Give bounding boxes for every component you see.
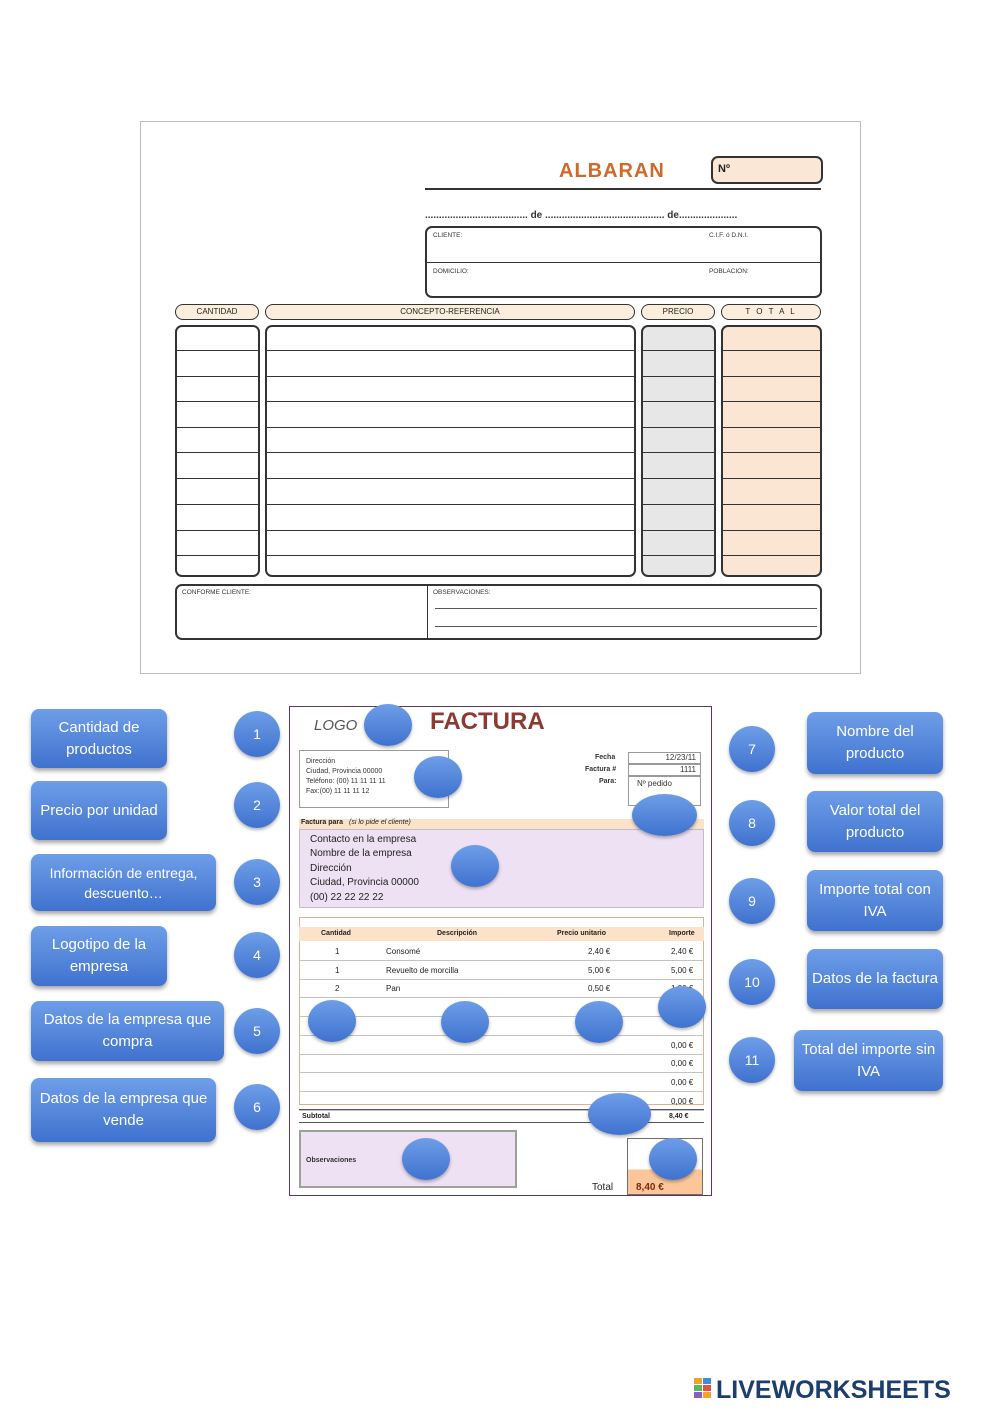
row-cantidad: 1 bbox=[335, 965, 340, 975]
label-importe-total-con-iva[interactable]: Importe total con IVA bbox=[807, 870, 943, 931]
factura-number-label: Factura # bbox=[585, 766, 617, 773]
total-value: 8,40 € bbox=[636, 1182, 664, 1193]
title-rule bbox=[425, 188, 821, 190]
number-10: 10 bbox=[729, 959, 775, 1005]
drop-target-precio[interactable] bbox=[575, 1001, 623, 1043]
number-8: 8 bbox=[729, 800, 775, 846]
albaran-title: ALBARAN bbox=[559, 160, 665, 182]
observaciones-label: OBSERVACIONES: bbox=[433, 589, 491, 596]
fecha-label: Fecha bbox=[595, 754, 616, 761]
bill-to-note: (si lo pide el cliente) bbox=[348, 819, 411, 826]
buyer-line: (00) 22 22 22 22 bbox=[310, 892, 384, 903]
number-7: 7 bbox=[729, 726, 775, 772]
drop-target-total[interactable] bbox=[649, 1138, 697, 1180]
number-5: 5 bbox=[234, 1008, 280, 1054]
table-row bbox=[299, 961, 704, 980]
col-precio bbox=[641, 325, 716, 577]
buyer-line: Nombre de la empresa bbox=[310, 848, 412, 859]
row-cantidad: 2 bbox=[335, 984, 340, 994]
drop-target-cantidad[interactable] bbox=[308, 1000, 356, 1042]
row-precio: 5,00 € bbox=[588, 965, 611, 975]
table-row bbox=[299, 1073, 704, 1092]
date-de-2: de bbox=[667, 210, 679, 221]
label-datos-de-la-factura[interactable]: Datos de la factura bbox=[807, 949, 943, 1009]
brand-name: LIVEWORKSHEETS bbox=[716, 1376, 951, 1404]
fecha-value: 12/23/11 bbox=[628, 752, 701, 764]
observaciones-label: Observaciones bbox=[306, 1157, 357, 1164]
albaran-form bbox=[140, 121, 861, 674]
table-row bbox=[299, 942, 704, 961]
number-11: 11 bbox=[729, 1037, 775, 1083]
factura-form bbox=[289, 706, 712, 1196]
bill-to-label: Factura para bbox=[301, 819, 344, 826]
col-concepto-header: CONCEPTO-REFERENCIA bbox=[265, 304, 635, 320]
number-4: 4 bbox=[234, 932, 280, 978]
conforme-label: CONFORME CLIENTE: bbox=[182, 589, 251, 596]
seller-line: Teléfono: (00) 11 11 11 11 bbox=[306, 778, 386, 785]
row-importe: 0,00 € bbox=[671, 1059, 694, 1069]
seller-line: Dirección bbox=[306, 758, 336, 765]
cliente-label: CLIENTE: bbox=[433, 232, 463, 239]
label-total-del-importe-sin-iva[interactable]: Total del importe sin IVA bbox=[794, 1030, 943, 1091]
factura-logo-text: LOGO bbox=[314, 717, 358, 734]
row-importe: 2,40 € bbox=[671, 947, 694, 956]
factura-number-value: 1111 bbox=[628, 764, 701, 776]
label-logotipo-de-la-empresa[interactable]: Logotipo de la empresa bbox=[31, 926, 167, 986]
table-row bbox=[299, 979, 704, 998]
date-line: ..................................... de ........................................... de..................... bbox=[425, 210, 738, 221]
domicilio-label: DOMICILIO: bbox=[433, 268, 469, 275]
row-descripcion: Consomé bbox=[386, 947, 421, 956]
date-de-1: de bbox=[530, 210, 543, 221]
row-importe: 0,00 € bbox=[671, 1096, 694, 1106]
drop-target-invoice-data[interactable] bbox=[632, 794, 697, 836]
drop-target-logo[interactable] bbox=[364, 704, 412, 746]
buyer-line: Contacto en la empresa bbox=[310, 834, 417, 845]
poblacion-label: POBLACION: bbox=[709, 268, 749, 275]
label-cantidad-de-productos[interactable]: Cantidad de productos bbox=[31, 709, 167, 768]
number-6: 6 bbox=[234, 1084, 280, 1130]
number-9: 9 bbox=[729, 878, 775, 924]
row-cantidad: 1 bbox=[335, 947, 340, 956]
label-nombre-del-producto[interactable]: Nombre del producto bbox=[807, 712, 943, 774]
header-importe: Importe bbox=[669, 930, 695, 937]
header-descripcion: Descripción bbox=[437, 930, 478, 937]
row-importe: 0,00 € bbox=[671, 1077, 694, 1087]
row-importe: 5,00 € bbox=[671, 965, 694, 975]
seller-line: Fax:(00) 11 11 11 12 bbox=[306, 788, 370, 795]
drop-target-observaciones[interactable] bbox=[402, 1138, 450, 1180]
table-row bbox=[299, 1036, 704, 1055]
table-row bbox=[299, 998, 704, 1017]
albaran-number-box bbox=[711, 156, 823, 184]
drop-target-descripcion[interactable] bbox=[441, 1001, 489, 1043]
col-cantidad bbox=[175, 325, 260, 577]
buyer-line: Ciudad, Provincia 00000 bbox=[310, 877, 419, 888]
col-precio-header: PRECIO bbox=[641, 304, 715, 320]
drop-target-subtotal[interactable] bbox=[588, 1093, 651, 1135]
label-informacion-de-entrega[interactable]: Información de entrega, descuento… bbox=[31, 854, 216, 911]
row-precio: 0,50 € bbox=[588, 984, 611, 994]
liveworksheets-logo-icon bbox=[694, 1378, 712, 1400]
col-cantidad-header: CANTIDAD bbox=[175, 304, 259, 320]
factura-title: FACTURA bbox=[430, 708, 545, 735]
number-3: 3 bbox=[234, 859, 280, 905]
buyer-box bbox=[299, 829, 704, 908]
buyer-line: Dirección bbox=[310, 863, 352, 874]
subtotal-label: Subtotal bbox=[302, 1113, 330, 1120]
para-label: Para: bbox=[599, 778, 617, 785]
row-descripcion: Pan bbox=[386, 984, 401, 994]
header-cantidad: Cantidad bbox=[321, 930, 351, 937]
label-datos-empresa-que-vende[interactable]: Datos de la empresa que vende bbox=[31, 1078, 216, 1142]
client-box bbox=[425, 226, 822, 298]
drop-target-seller[interactable] bbox=[414, 756, 462, 798]
row-descripcion: Revuelto de morcilla bbox=[386, 965, 459, 975]
subtotal-value: 8,40 € bbox=[669, 1113, 689, 1120]
row-importe: 0,00 € bbox=[671, 1040, 694, 1050]
label-valor-total-del-producto[interactable]: Valor total del producto bbox=[807, 791, 943, 852]
label-datos-empresa-que-compra[interactable]: Datos de la empresa que compra bbox=[31, 1001, 224, 1061]
total-label: Total bbox=[592, 1182, 614, 1193]
drop-target-buyer[interactable] bbox=[451, 845, 499, 887]
label-precio-por-unidad[interactable]: Precio por unidad bbox=[31, 781, 167, 840]
footer-box bbox=[175, 584, 822, 640]
col-total-header: T O T A L bbox=[721, 304, 821, 320]
drop-target-importe[interactable] bbox=[658, 986, 706, 1028]
number-2: 2 bbox=[234, 782, 280, 828]
para-value: Nº pedido bbox=[628, 776, 701, 806]
albaran-number-label: Nº bbox=[718, 163, 730, 175]
items-header bbox=[299, 927, 704, 941]
cif-label: C.I.F. ó D.N.I. bbox=[709, 232, 749, 239]
header-precio: Precio unitario bbox=[557, 930, 607, 937]
col-total bbox=[721, 325, 822, 577]
table-row bbox=[299, 1054, 704, 1073]
number-1: 1 bbox=[234, 711, 280, 757]
client-divider bbox=[427, 262, 820, 263]
row-precio: 2,40 € bbox=[588, 947, 611, 956]
table-row bbox=[299, 1017, 704, 1036]
col-concepto bbox=[265, 325, 636, 577]
seller-line: Ciudad, Provincia 00000 bbox=[306, 768, 383, 775]
